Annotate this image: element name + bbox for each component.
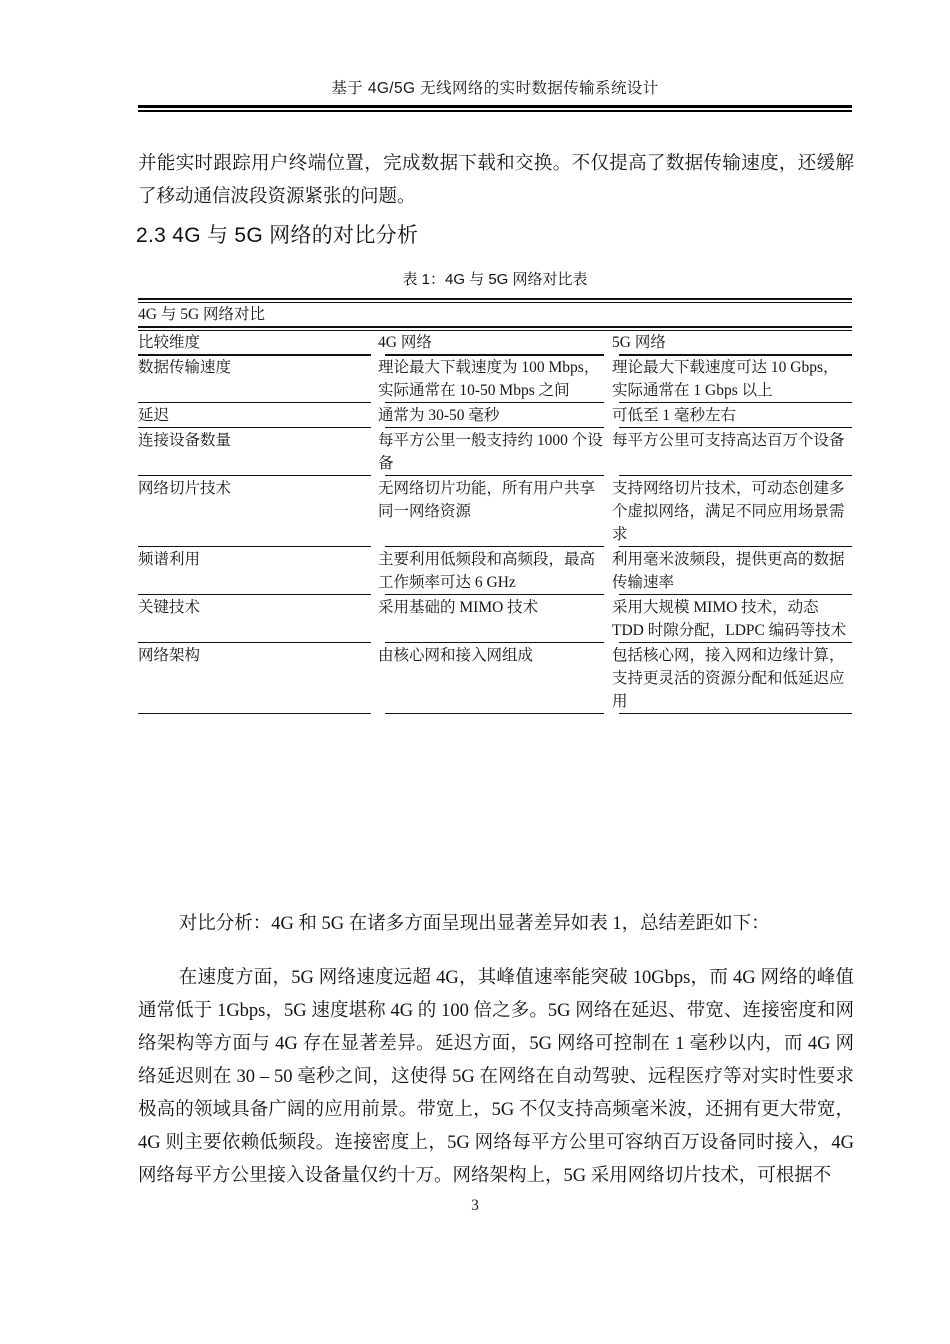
rule-segment-1 [138, 546, 371, 547]
table-row [138, 404, 852, 427]
cell-dimension: 网络切片技术 [138, 480, 232, 497]
rule-segment-3 [619, 475, 852, 476]
cell-5g: 每平方公里可支持高达百万个设备 [612, 432, 845, 449]
table-title-cell: 4G 与 5G 网络对比 [138, 306, 266, 323]
rule-segment-2 [385, 642, 604, 643]
rule-segment-3 [619, 402, 852, 403]
running-header [138, 76, 852, 112]
cell-dimension: 网络架构 [138, 647, 201, 664]
table-row [138, 644, 852, 713]
cell-4g: 由核心网和接入网组成 [378, 647, 534, 664]
cell-5g: 支持网络切片技术，可动态创建多个虚拟网络，满足不同应用场景需求 [612, 480, 845, 543]
rule-segment-2 [385, 713, 604, 714]
cell-5g: 包括核心网，接入网和边缘计算，支持更灵活的资源分配和低延迟应用 [612, 647, 845, 710]
column-header-dimension: 比较维度 [138, 334, 201, 351]
table-column-headers [138, 331, 852, 354]
rule-segment-1 [138, 594, 371, 595]
cell-5g: 利用毫米波频段，提供更高的数据传输速率 [612, 551, 845, 591]
comparison-table [138, 303, 852, 715]
section-heading: 2.3 4G 与 5G 网络的对比分析 [136, 224, 419, 247]
rule-segment-2 [385, 402, 604, 403]
rule-segment-3 [619, 594, 852, 595]
cell-4g: 通常为 30-50 毫秒 [378, 407, 500, 424]
cell-4g: 每平方公里一般支持约 1000 个设备 [378, 432, 603, 472]
rule-segment-1 [138, 402, 371, 403]
rule-segment-3 [619, 642, 852, 643]
analysis-paragraph: 在速度方面，5G 网络速度远超 4G，其峰值速率能突破 10Gbps，而 4G 网络的峰值通常低于 1Gbps，5G 速度堪称 4G 的 100 倍之多。5G 网络在延迟、带宽、连接密度和网络架构等方面与 4G 存在显著差异。延迟方面，5G 网络可控制在 1 毫秒以内，而 4G 网络延迟则在 30 – 50 毫秒之间，这使得 5G 在网络在自动驾驶、远程医疗等对实时性要求极高的领域具备广阔的应用前景。带宽上，5G 不仅支持高频毫米波，还拥有更大带宽，4G 则主要依赖低频段。连接密度上，5G 网络每平方公里可容纳百万设备同时接入，4G 网络每平方公里接入设备量仅约十万。网络架构上，5G 采用网络切片技术，可根据不 [138, 968, 854, 1186]
running-header-title: 基于 4G/5G 无线网络的实时数据传输系统设计 [331, 80, 659, 97]
rule-segment-1 [138, 475, 371, 476]
rule-segment-2 [385, 594, 604, 595]
cell-dimension: 延迟 [138, 407, 170, 424]
rule-row [138, 713, 852, 715]
page-number: 3 [471, 1197, 479, 1214]
rule-segment-1 [138, 713, 371, 714]
comparison-table-wrap [138, 298, 852, 715]
rule-segment-3 [619, 427, 852, 428]
table-row [138, 596, 852, 642]
cell-5g: 可低至 1 毫秒左右 [612, 407, 737, 424]
table-row [138, 477, 852, 546]
table-row [138, 548, 852, 594]
rule-segment-3 [619, 713, 852, 714]
column-header-4g: 4G 网络 [378, 334, 432, 351]
cell-5g: 理论最大下载速度可达 10 Gbps，实际通常在 1 Gbps 以上 [612, 359, 839, 399]
rule-segment-2 [385, 427, 604, 428]
cell-dimension: 数据传输速度 [138, 359, 232, 376]
intro-paragraph: 并能实时跟踪用户终端位置，完成数据下载和交换。不仅提高了数据传输速度，还缓解了移动通信波段资源紧张的问题。 [138, 154, 854, 207]
table-title-row [138, 303, 852, 326]
cell-4g: 无网络切片功能，所有用户共享同一网络资源 [378, 480, 596, 520]
rule-segment-2 [385, 546, 604, 547]
cell-4g: 主要利用低频段和高频段，最高工作频率可达 6 GHz [378, 551, 596, 591]
table-row [138, 356, 852, 402]
column-header-5g: 5G 网络 [612, 334, 666, 351]
header-divider [138, 105, 852, 112]
rule-segment-3 [619, 546, 852, 547]
segmented-rule-bottom [138, 713, 852, 715]
rule-segment-2 [385, 475, 604, 476]
rule-segment-1 [138, 642, 371, 643]
cell-dimension: 关键技术 [138, 599, 201, 616]
cell-4g: 理论最大下载速度为 100 Mbps，实际通常在 10-50 Mbps 之间 [378, 359, 600, 399]
rule-segment-1 [138, 427, 371, 428]
cell-dimension: 频谱利用 [138, 551, 201, 568]
cell-5g: 采用大规模 MIMO 技术，动态 TDD 时隙分配，LDPC 编码等技术 [612, 599, 847, 639]
table-row [138, 429, 852, 475]
after-table-paragraph: 对比分析：4G 和 5G 在诸多方面呈现出显著差异如表 1，总结差距如下： [178, 914, 770, 934]
cell-dimension: 连接设备数量 [138, 432, 232, 449]
cell-4g: 采用基础的 MIMO 技术 [378, 599, 539, 616]
table-caption: 表 1：4G 与 5G 网络对比表 [402, 271, 588, 288]
